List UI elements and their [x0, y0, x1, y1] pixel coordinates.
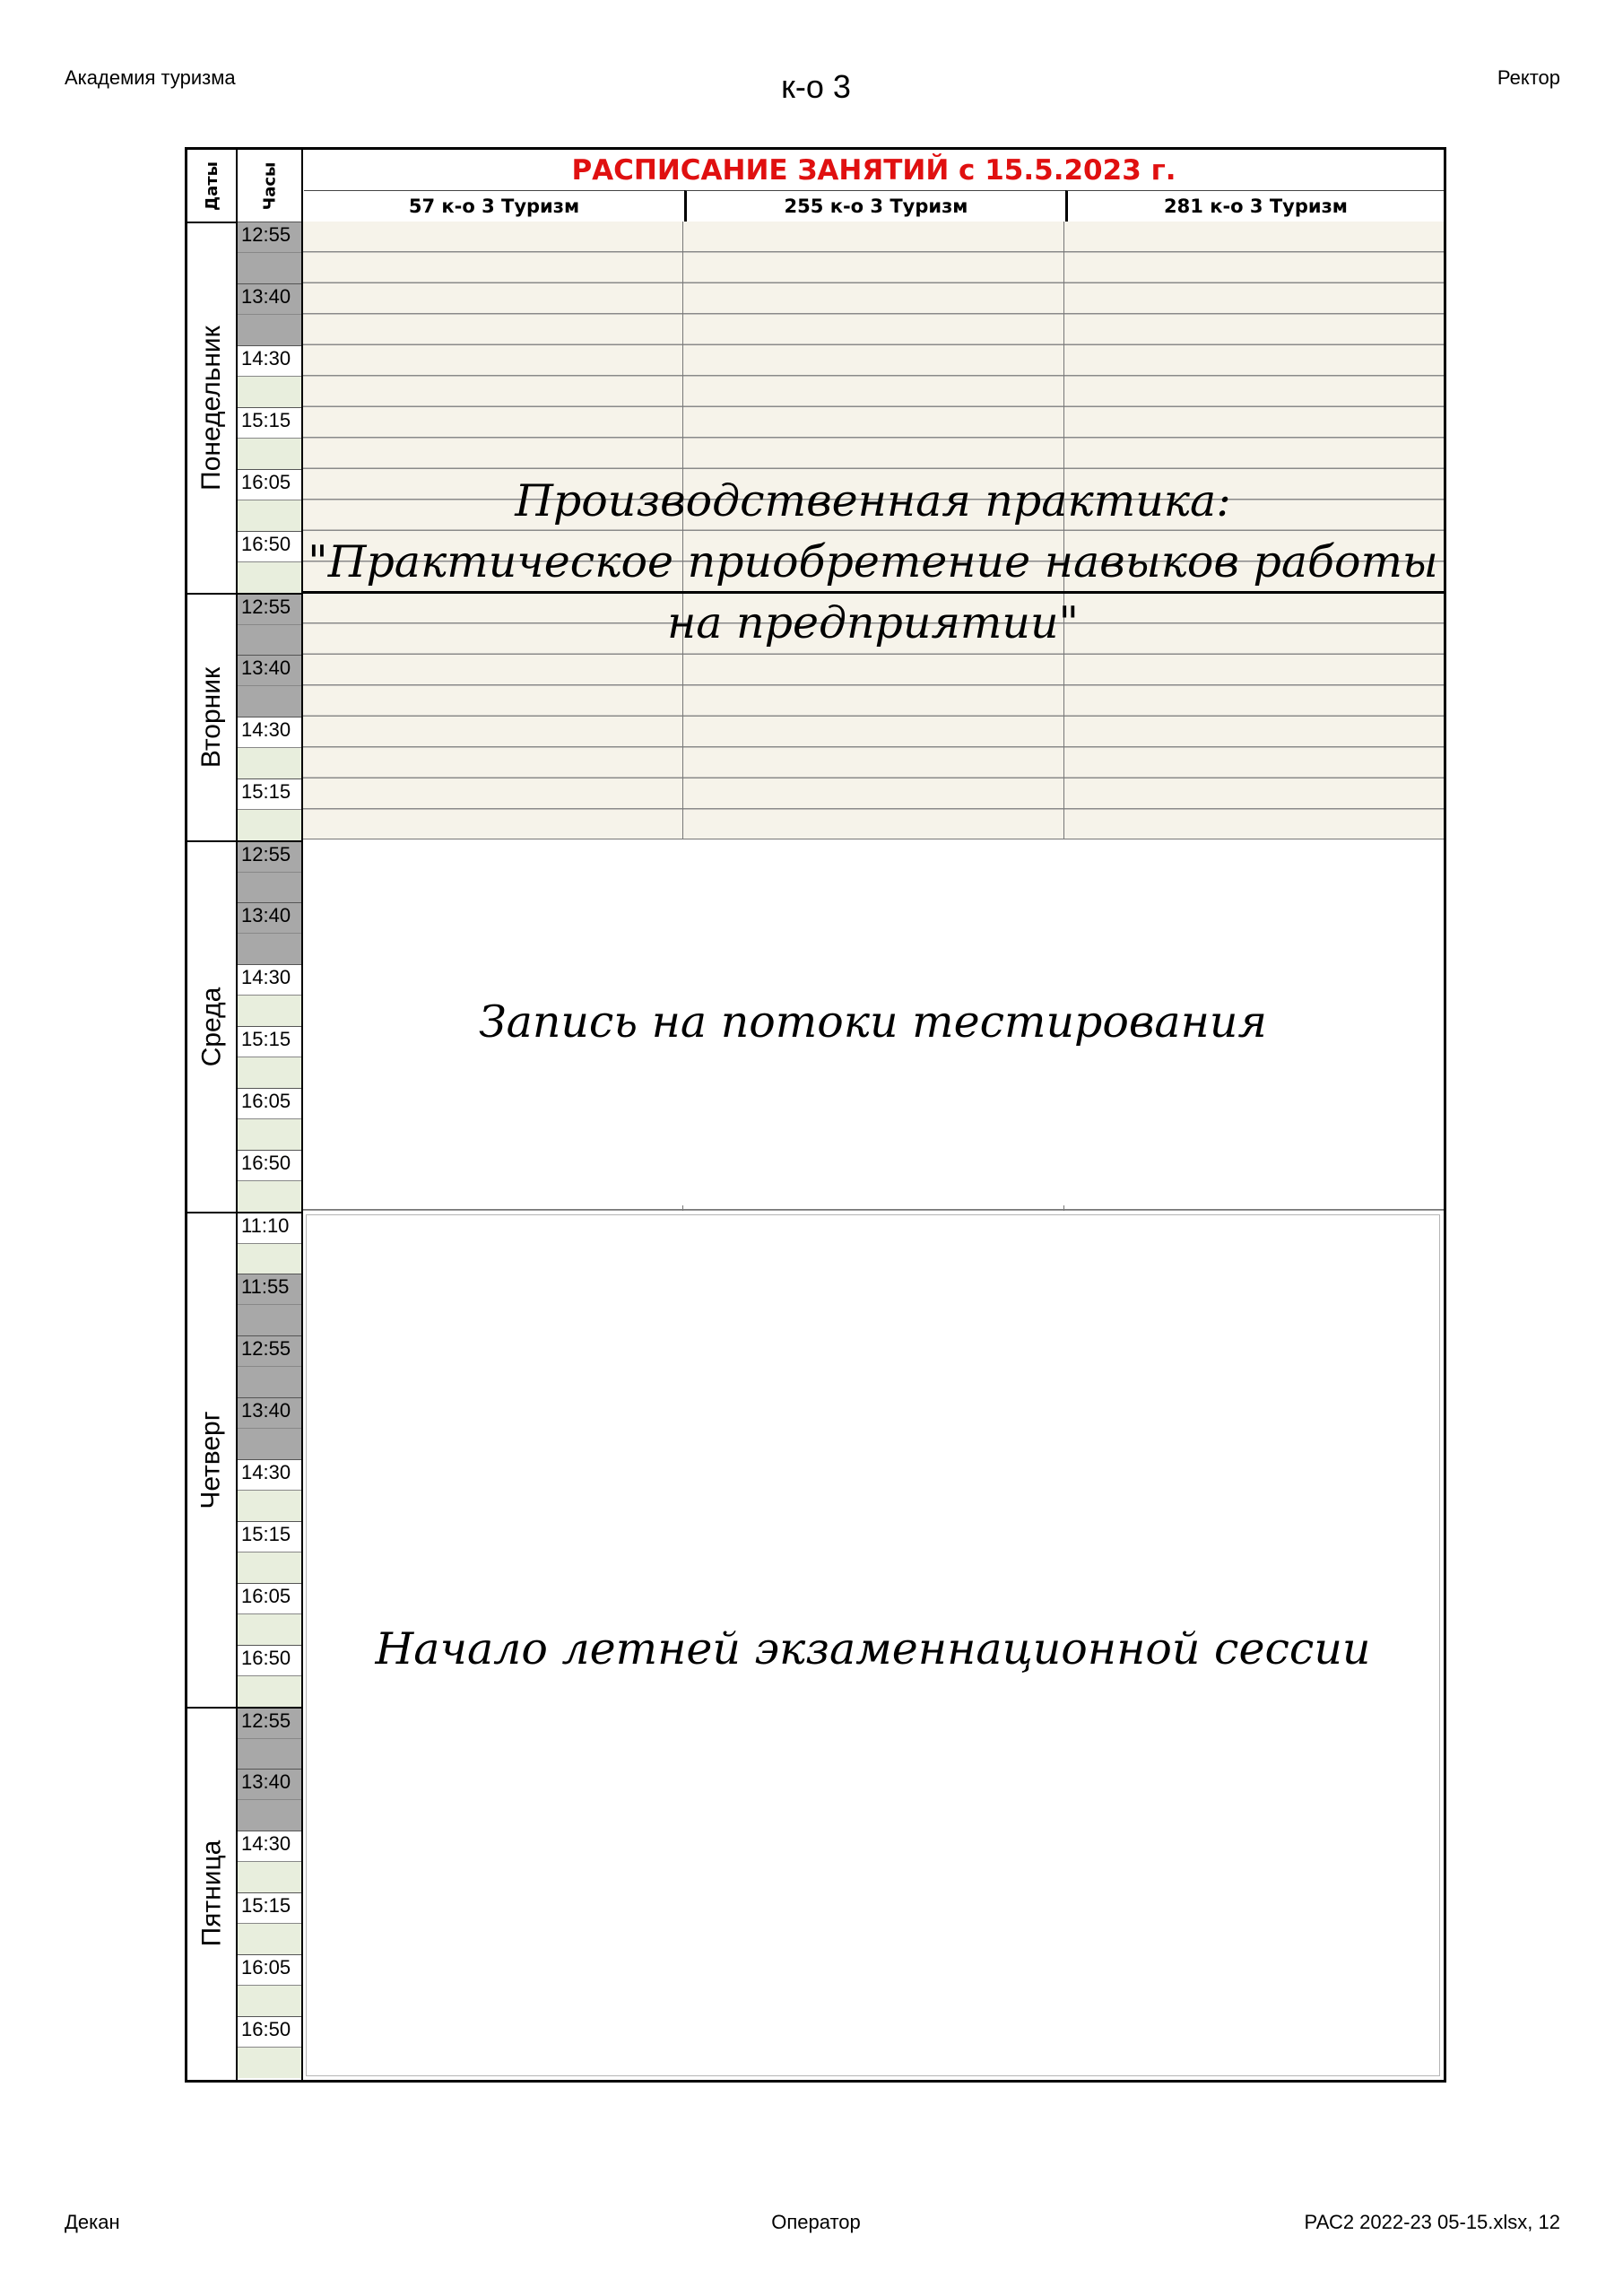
page-footer-right: РАС2 2022-23 05-15.xlsx, 12: [1304, 2211, 1560, 2233]
time-slot: [238, 1954, 301, 2016]
time-label: 11:55: [238, 1274, 301, 1305]
time-label: 16:50: [238, 1151, 301, 1181]
time-label: 13:40: [238, 1770, 301, 1800]
time-slot: [238, 407, 301, 469]
time-label: 15:15: [238, 1893, 301, 1924]
schedule-title: РАСПИСАНИЕ ЗАНЯТИЙ с 15.5.2023 г.: [571, 153, 1176, 187]
page-header-right: Ректор: [1497, 66, 1560, 89]
time-label: 13:40: [238, 1398, 301, 1429]
time-slot: [238, 1212, 301, 1274]
time-slot: [238, 1026, 301, 1088]
time-label: 14:30: [238, 965, 301, 996]
time-label: 16:50: [238, 532, 301, 562]
time-slot: [238, 1892, 301, 1954]
time-label: 12:55: [238, 222, 301, 253]
hours-column-header: Часы: [259, 161, 279, 210]
time-label: 14:30: [238, 718, 301, 748]
session-text: Начало летней экзаменнационной сессии: [375, 1623, 1371, 1674]
time-label: 16:05: [238, 1955, 301, 1986]
time-label: 16:50: [238, 1646, 301, 1676]
time-label: 12:55: [238, 595, 301, 625]
time-slot: [238, 593, 301, 655]
group-header-2: 255 к-о 3 Туризм: [684, 190, 1065, 222]
time-slot: [238, 964, 301, 1026]
time-slot: [238, 1150, 301, 1212]
time-label: 15:15: [238, 408, 301, 439]
time-label: 12:55: [238, 842, 301, 873]
group-header-3: 281 к-о 3 Туризм: [1065, 190, 1444, 222]
time-slot: [238, 531, 301, 593]
time-slot: [238, 469, 301, 531]
day-label: Среда: [187, 840, 236, 1212]
dates-column-header: Даты: [202, 161, 221, 211]
testing-text: Запись на потоки тестирования: [479, 996, 1267, 1048]
time-slot: [238, 1335, 301, 1397]
time-label: 14:30: [238, 346, 301, 377]
time-slot: [238, 2016, 301, 2078]
time-label: 13:40: [238, 903, 301, 934]
day-label: Понедельник: [187, 222, 236, 593]
time-label: 15:15: [238, 1522, 301, 1552]
page-footer-center: Оператор: [771, 2211, 861, 2233]
time-slot: [238, 222, 301, 283]
time-slot: [238, 1459, 301, 1521]
time-label: 14:30: [238, 1831, 301, 1862]
day-label: Вторник: [187, 593, 236, 840]
time-slot: [238, 283, 301, 345]
time-label: 16:50: [238, 2017, 301, 2048]
time-slot: [238, 1583, 301, 1645]
schedule-table: [185, 147, 1446, 2083]
page-footer-left: Декан: [65, 2211, 120, 2233]
time-label: 16:05: [238, 1089, 301, 1119]
page-header-left: Академия туризма: [65, 66, 236, 89]
testing-block: [302, 839, 1444, 1210]
time-label: 15:15: [238, 1027, 301, 1057]
time-label: 16:05: [238, 470, 301, 500]
time-label: 12:55: [238, 1336, 301, 1367]
time-slot: [238, 840, 301, 902]
time-label: 13:40: [238, 656, 301, 686]
time-label: 13:40: [238, 284, 301, 315]
day-label: Пятница: [187, 1707, 236, 2078]
time-slot: [238, 902, 301, 964]
practice-block: [302, 222, 1444, 839]
time-slot: [238, 1088, 301, 1150]
time-slot: [238, 345, 301, 407]
time-slot: [238, 1831, 301, 1892]
session-block: [302, 1210, 1444, 2080]
time-slot: [238, 1274, 301, 1335]
time-slot: [238, 1397, 301, 1459]
day-label: Четверг: [187, 1212, 236, 1707]
page-header-center: к-о 3: [781, 68, 851, 105]
time-slot: [238, 1645, 301, 1707]
time-slot: [238, 717, 301, 778]
time-slot: [238, 1521, 301, 1583]
time-label: 12:55: [238, 1709, 301, 1739]
time-slot: [238, 1769, 301, 1831]
time-slot: [238, 1707, 301, 1769]
time-label: 16:05: [238, 1584, 301, 1614]
group-header-1: 57 к-о 3 Туризм: [304, 190, 684, 222]
practice-text: Производственная практика: "Практическое приобретение навыков работы на предприятии": [308, 475, 1438, 648]
time-slot: [238, 778, 301, 840]
time-label: 11:10: [238, 1213, 301, 1244]
time-label: 15:15: [238, 779, 301, 810]
time-label: 14:30: [238, 1460, 301, 1491]
time-slot: [238, 655, 301, 717]
